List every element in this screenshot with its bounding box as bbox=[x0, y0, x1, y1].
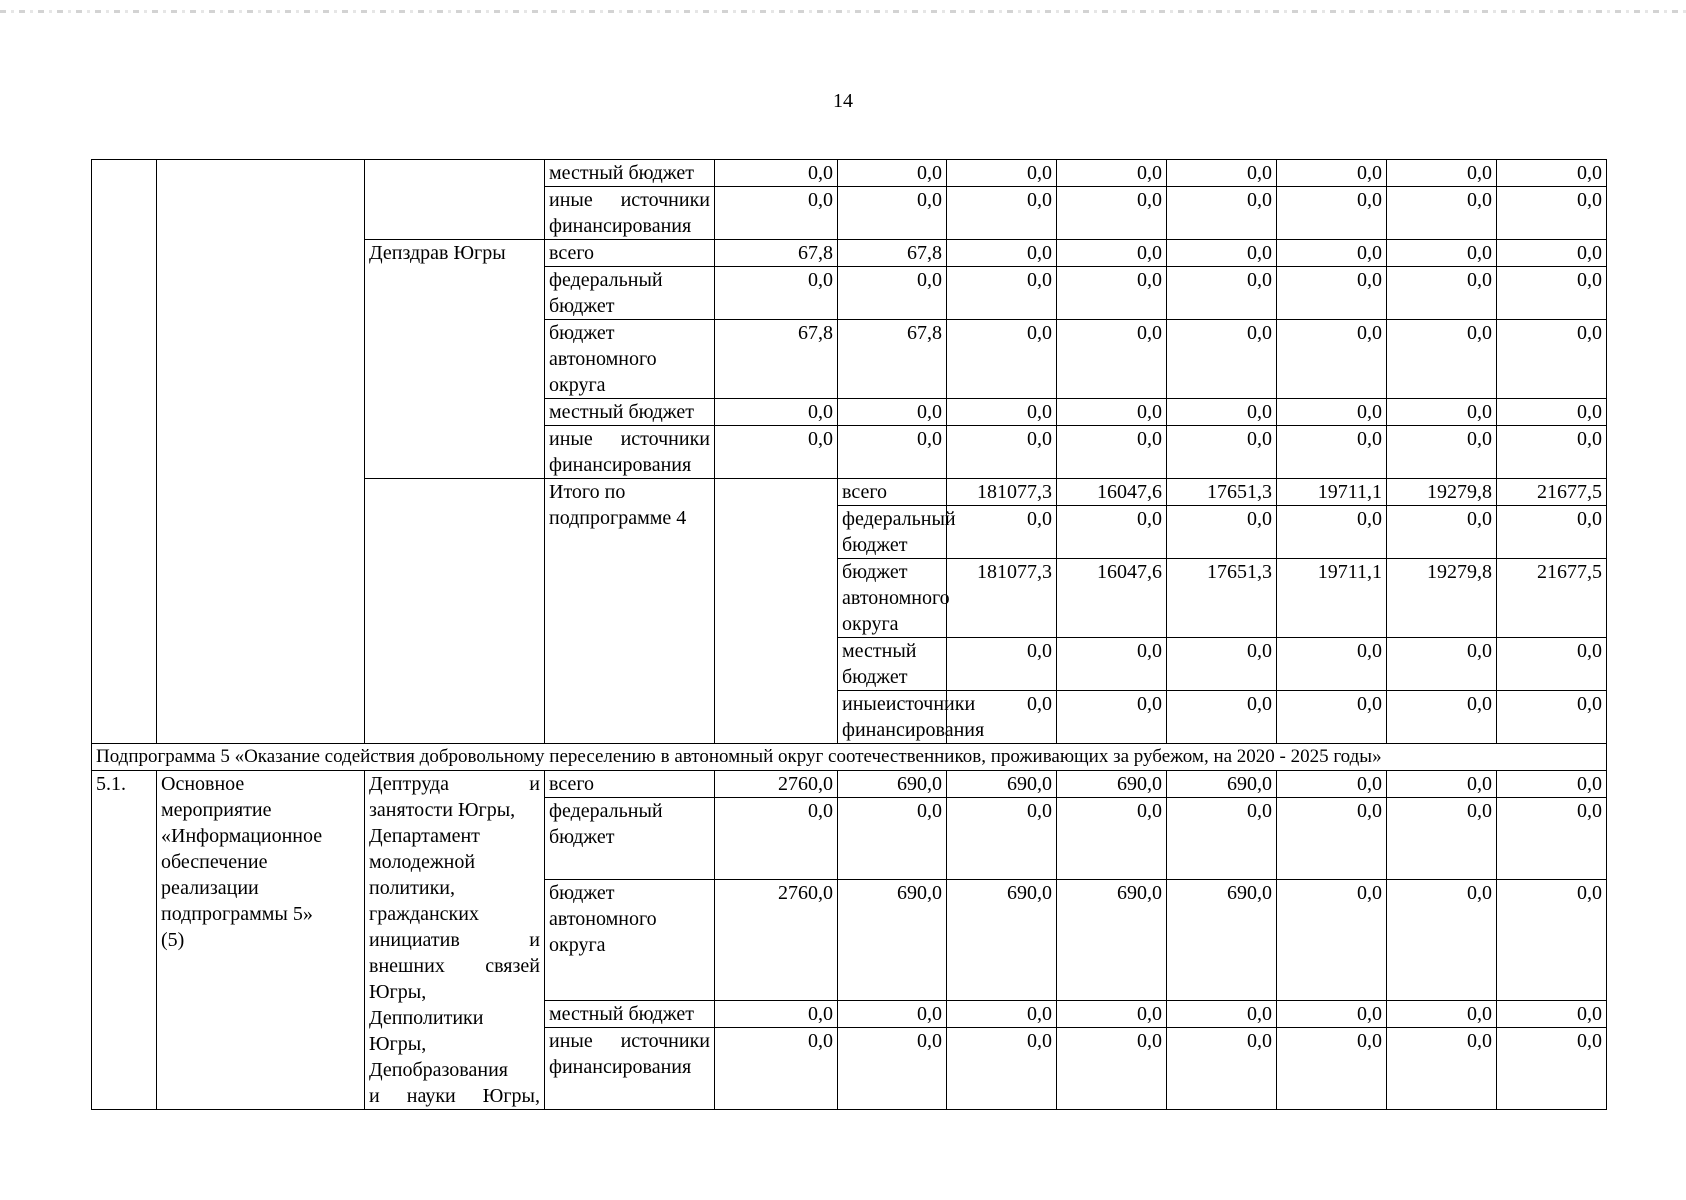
cell-executor bbox=[365, 160, 545, 240]
value-cell: 0,0 bbox=[715, 399, 838, 426]
value-cell: 0,0 bbox=[947, 506, 1057, 559]
value-cell: 0,0 bbox=[1497, 1028, 1607, 1110]
value-cell: 0,0 bbox=[1387, 160, 1497, 187]
value-cell: 0,0 bbox=[947, 320, 1057, 399]
value-cell: 0,0 bbox=[1277, 267, 1387, 320]
value-cell: 0,0 bbox=[715, 160, 838, 187]
source-label: всего bbox=[838, 479, 947, 506]
value-cell: 0,0 bbox=[1167, 240, 1277, 267]
value-cell: 690,0 bbox=[1167, 771, 1277, 798]
value-cell: 0,0 bbox=[1057, 187, 1167, 240]
source-label: федеральный бюджет bbox=[545, 798, 715, 880]
value-cell: 0,0 bbox=[1167, 691, 1277, 744]
value-cell: 0,0 bbox=[838, 798, 947, 880]
value-cell: 0,0 bbox=[1057, 240, 1167, 267]
value-cell: 0,0 bbox=[1497, 267, 1607, 320]
cell-number bbox=[365, 479, 545, 744]
value-cell: 0,0 bbox=[1387, 879, 1497, 1001]
value-cell: 0,0 bbox=[1057, 1001, 1167, 1028]
value-cell: 0,0 bbox=[1057, 320, 1167, 399]
value-cell: 0,0 bbox=[1387, 399, 1497, 426]
value-cell: 0,0 bbox=[1167, 1028, 1277, 1110]
value-cell: 0,0 bbox=[1057, 1028, 1167, 1110]
value-cell: 0,0 bbox=[1167, 1001, 1277, 1028]
value-cell: 0,0 bbox=[1057, 426, 1167, 479]
value-cell: 0,0 bbox=[1497, 638, 1607, 691]
table-row bbox=[92, 160, 1607, 187]
value-cell: 16047,6 bbox=[1057, 479, 1167, 506]
value-cell: 0,0 bbox=[1497, 426, 1607, 479]
source-label: всего bbox=[545, 240, 715, 267]
value-cell: 0,0 bbox=[1057, 638, 1167, 691]
subprogram-title: Подпрограмма 5 «Оказание содействия добровольному переселению в автономный округ соотечественников, проживающих за рубежом, на 2020 - 2025 годы» bbox=[92, 744, 1607, 771]
source-label: иные источники финансирования bbox=[545, 426, 715, 479]
value-cell: 0,0 bbox=[1167, 798, 1277, 880]
value-cell: 0,0 bbox=[1167, 426, 1277, 479]
value-cell: 0,0 bbox=[1497, 187, 1607, 240]
value-cell: 21677,5 bbox=[1497, 559, 1607, 638]
value-cell: 0,0 bbox=[1497, 506, 1607, 559]
source-label: местный бюджет bbox=[838, 638, 947, 691]
value-cell: 0,0 bbox=[947, 160, 1057, 187]
cell-name bbox=[157, 160, 365, 744]
value-cell: 0,0 bbox=[1497, 1001, 1607, 1028]
source-label: местный бюджет bbox=[545, 160, 715, 187]
value-cell: 0,0 bbox=[838, 1028, 947, 1110]
value-cell: 0,0 bbox=[1277, 798, 1387, 880]
value-cell: 0,0 bbox=[1497, 798, 1607, 880]
value-cell: 0,0 bbox=[838, 1001, 947, 1028]
cell-executor: Дептруда и занятости Югры, Департамент молодежной политики, гражданских инициатив и внешних связей Югры, Депполитики Югры, Депобразования и науки Югры, bbox=[365, 771, 545, 1110]
source-label: бюджет автономного округа bbox=[545, 320, 715, 399]
value-cell: 0,0 bbox=[1387, 267, 1497, 320]
value-cell: 0,0 bbox=[1277, 160, 1387, 187]
value-cell: 0,0 bbox=[1057, 267, 1167, 320]
value-cell: 0,0 bbox=[1387, 798, 1497, 880]
source-label: федеральный бюджет bbox=[838, 506, 947, 559]
cell-number bbox=[92, 160, 157, 744]
value-cell: 181077,3 bbox=[947, 479, 1057, 506]
value-cell: 0,0 bbox=[1057, 160, 1167, 187]
source-label: бюджет автономного округа bbox=[545, 879, 715, 1001]
scan-edge-artifact bbox=[0, 10, 1686, 13]
value-cell: 0,0 bbox=[1387, 320, 1497, 399]
cell-executor bbox=[715, 479, 838, 744]
value-cell: 0,0 bbox=[1167, 399, 1277, 426]
value-cell: 690,0 bbox=[1167, 879, 1277, 1001]
value-cell: 0,0 bbox=[715, 187, 838, 240]
value-cell: 690,0 bbox=[947, 879, 1057, 1001]
table-row bbox=[92, 771, 1607, 798]
value-cell: 0,0 bbox=[1387, 187, 1497, 240]
value-cell: 19279,8 bbox=[1387, 479, 1497, 506]
value-cell: 0,0 bbox=[1167, 267, 1277, 320]
value-cell: 0,0 bbox=[1497, 771, 1607, 798]
value-cell: 690,0 bbox=[838, 771, 947, 798]
table-row bbox=[92, 744, 1607, 771]
source-label: бюджет автономного округа bbox=[838, 559, 947, 638]
value-cell: 0,0 bbox=[1057, 691, 1167, 744]
value-cell: 0,0 bbox=[1387, 1001, 1497, 1028]
value-cell: 0,0 bbox=[1277, 187, 1387, 240]
value-cell: 17651,3 bbox=[1167, 559, 1277, 638]
value-cell: 0,0 bbox=[947, 1028, 1057, 1110]
value-cell: 0,0 bbox=[1057, 798, 1167, 880]
value-cell: 0,0 bbox=[838, 160, 947, 187]
value-cell: 0,0 bbox=[1497, 160, 1607, 187]
value-cell: 67,8 bbox=[838, 240, 947, 267]
cell-number: 5.1. bbox=[92, 771, 157, 1110]
value-cell: 0,0 bbox=[1167, 506, 1277, 559]
value-cell: 0,0 bbox=[1167, 160, 1277, 187]
value-cell: 0,0 bbox=[715, 426, 838, 479]
value-cell: 0,0 bbox=[1277, 879, 1387, 1001]
value-cell: 690,0 bbox=[1057, 771, 1167, 798]
cell-name: Основное мероприятие «Информационное обеспечение реализации подпрограммы 5» (5) bbox=[157, 771, 365, 1110]
value-cell: 67,8 bbox=[715, 240, 838, 267]
value-cell: 0,0 bbox=[1497, 879, 1607, 1001]
value-cell: 16047,6 bbox=[1057, 559, 1167, 638]
value-cell: 0,0 bbox=[947, 1001, 1057, 1028]
value-cell: 0,0 bbox=[1387, 691, 1497, 744]
source-label: иные источники финансирования bbox=[545, 187, 715, 240]
value-cell: 690,0 bbox=[1057, 879, 1167, 1001]
source-label: иные источники финансирования bbox=[545, 1028, 715, 1110]
cell-executor: Депздрав Югры bbox=[365, 240, 545, 479]
value-cell: 0,0 bbox=[1277, 1028, 1387, 1110]
value-cell: 0,0 bbox=[947, 691, 1057, 744]
value-cell: 21677,5 bbox=[1497, 479, 1607, 506]
value-cell: 0,0 bbox=[947, 399, 1057, 426]
value-cell: 0,0 bbox=[1167, 320, 1277, 399]
value-cell: 0,0 bbox=[1277, 691, 1387, 744]
value-cell: 67,8 bbox=[715, 320, 838, 399]
value-cell: 0,0 bbox=[1277, 506, 1387, 559]
value-cell: 0,0 bbox=[838, 399, 947, 426]
value-cell: 0,0 bbox=[1057, 399, 1167, 426]
value-cell: 0,0 bbox=[1387, 426, 1497, 479]
value-cell: 2760,0 bbox=[715, 771, 838, 798]
page-number: 14 bbox=[833, 90, 853, 112]
cell-name: Итого по подпрограмме 4 bbox=[545, 479, 715, 744]
value-cell: 0,0 bbox=[947, 798, 1057, 880]
value-cell: 0,0 bbox=[1277, 1001, 1387, 1028]
value-cell: 0,0 bbox=[1277, 638, 1387, 691]
value-cell: 690,0 bbox=[947, 771, 1057, 798]
value-cell: 0,0 bbox=[838, 426, 947, 479]
value-cell: 181077,3 bbox=[947, 559, 1057, 638]
value-cell: 0,0 bbox=[1497, 320, 1607, 399]
value-cell: 0,0 bbox=[1387, 240, 1497, 267]
value-cell: 0,0 bbox=[1277, 771, 1387, 798]
source-label: всего bbox=[545, 771, 715, 798]
value-cell: 0,0 bbox=[1497, 691, 1607, 744]
value-cell: 0,0 bbox=[1277, 426, 1387, 479]
value-cell: 19711,1 bbox=[1277, 559, 1387, 638]
budget-table bbox=[91, 159, 1607, 1110]
value-cell: 0,0 bbox=[1167, 187, 1277, 240]
value-cell: 19279,8 bbox=[1387, 559, 1497, 638]
value-cell: 0,0 bbox=[1057, 506, 1167, 559]
value-cell: 2760,0 bbox=[715, 879, 838, 1001]
value-cell: 0,0 bbox=[715, 798, 838, 880]
value-cell: 17651,3 bbox=[1167, 479, 1277, 506]
value-cell: 0,0 bbox=[1277, 240, 1387, 267]
value-cell: 0,0 bbox=[838, 187, 947, 240]
value-cell: 0,0 bbox=[1167, 638, 1277, 691]
value-cell: 690,0 bbox=[838, 879, 947, 1001]
value-cell: 0,0 bbox=[947, 267, 1057, 320]
value-cell: 0,0 bbox=[947, 638, 1057, 691]
value-cell: 0,0 bbox=[1497, 240, 1607, 267]
source-label: федеральный бюджет bbox=[545, 267, 715, 320]
source-label: местный бюджет bbox=[545, 399, 715, 426]
value-cell: 0,0 bbox=[1387, 638, 1497, 691]
value-cell: 0,0 bbox=[715, 1028, 838, 1110]
value-cell: 0,0 bbox=[1387, 771, 1497, 798]
source-label: иные источники финансирования bbox=[838, 691, 947, 744]
value-cell: 0,0 bbox=[947, 426, 1057, 479]
value-cell: 0,0 bbox=[1497, 399, 1607, 426]
value-cell: 0,0 bbox=[947, 187, 1057, 240]
value-cell: 67,8 bbox=[838, 320, 947, 399]
value-cell: 0,0 bbox=[715, 267, 838, 320]
value-cell: 0,0 bbox=[715, 1001, 838, 1028]
source-label: местный бюджет bbox=[545, 1001, 715, 1028]
value-cell: 0,0 bbox=[1277, 320, 1387, 399]
value-cell: 19711,1 bbox=[1277, 479, 1387, 506]
value-cell: 0,0 bbox=[1387, 1028, 1497, 1110]
value-cell: 0,0 bbox=[947, 240, 1057, 267]
value-cell: 0,0 bbox=[1387, 506, 1497, 559]
value-cell: 0,0 bbox=[838, 267, 947, 320]
value-cell: 0,0 bbox=[1277, 399, 1387, 426]
